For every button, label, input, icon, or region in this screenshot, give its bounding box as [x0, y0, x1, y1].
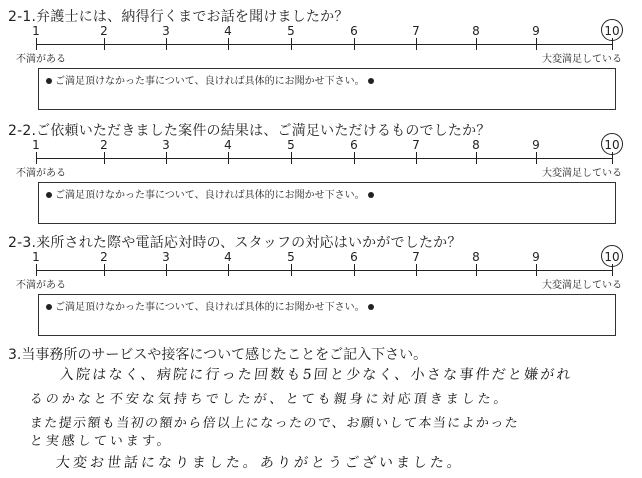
handwritten-line-4: と実感しています。: [29, 434, 174, 449]
scale-number: 7: [412, 24, 420, 38]
scale-line: [36, 44, 612, 45]
scale-tick: [291, 264, 292, 276]
scale-number: 1: [32, 138, 40, 152]
scale-number: 8: [472, 250, 480, 264]
scale-tick: [476, 152, 477, 164]
scale-number: 5: [287, 250, 295, 264]
scale-tick: [166, 264, 167, 276]
scale-tick: [291, 152, 292, 164]
scale-number: 7: [412, 250, 420, 264]
scale-number: 6: [350, 24, 358, 38]
question-2-1-title: 2-1.弁護士には、納得行くまでお話を聞けましたか？: [8, 9, 349, 25]
scale-tick: [416, 152, 417, 164]
scale-tick: [228, 38, 229, 50]
scale-number: 8: [472, 138, 480, 152]
comment-box-2-2: [38, 182, 616, 224]
scale-number: 10: [604, 138, 620, 152]
handwritten-line-3: また提示額も当初の額から倍以上になったので、お願いして本当によかった: [29, 416, 520, 431]
scale-number: 9: [532, 250, 540, 264]
scale-tick: [228, 264, 229, 276]
scale-number: 5: [287, 138, 295, 152]
scale-number: 1: [32, 24, 40, 38]
scale-low-label: 不満がある: [16, 54, 66, 65]
scale-tick: [291, 38, 292, 50]
scale-high-label: 大変満足している: [542, 280, 622, 291]
scale-number: 10: [604, 250, 620, 264]
comment-box-2-1: [38, 68, 616, 110]
scale-tick: [416, 38, 417, 50]
scale-high-label: 大変満足している: [542, 168, 622, 179]
scale-number: 3: [162, 250, 170, 264]
handwritten-line-1: 入院はなく、病院に行った回数も5回と少なく、小さな事件だと嫌がれ: [59, 367, 574, 383]
scale-tick: [36, 38, 37, 50]
scale-number: 5: [287, 24, 295, 38]
scale-number: 8: [472, 24, 480, 38]
comment-prompt: ご満足頂けなかった事について、良ければ具体的にお聞かせ下さい。: [43, 186, 377, 201]
bullet-icon: [46, 192, 52, 198]
comment-prompt: ご満足頂けなかった事について、良ければ具体的にお聞かせ下さい。: [43, 298, 377, 313]
scale-tick: [104, 38, 105, 50]
scale-tick: [36, 264, 37, 276]
question-3-title: 3.当事務所のサービスや接客について感じたことをご記入下さい。: [8, 347, 428, 363]
handwritten-line-2: るのかなと不安な気持ちでしたが、とても親身に対応頂きました。: [29, 392, 511, 407]
scale-tick: [166, 38, 167, 50]
scale-number: 3: [162, 24, 170, 38]
scale-number: 6: [350, 250, 358, 264]
question-2-3-title: 2-3.来所された際や電話応対時の、スタッフの対応はいかがでしたか？: [8, 235, 462, 251]
scale-number: 2: [100, 138, 108, 152]
scale-low-label: 不満がある: [16, 168, 66, 179]
scale-number: 4: [224, 24, 232, 38]
scale-number: 7: [412, 138, 420, 152]
bullet-icon: [368, 192, 374, 198]
scale-number: 6: [350, 138, 358, 152]
scale-number: 3: [162, 138, 170, 152]
bullet-icon: [368, 304, 374, 310]
scale-tick: [476, 38, 477, 50]
scale-tick: [536, 38, 537, 50]
scale-number: 9: [532, 138, 540, 152]
bullet-icon: [46, 78, 52, 84]
scale-tick: [36, 152, 37, 164]
scale-number: 2: [100, 24, 108, 38]
scale-number: 2: [100, 250, 108, 264]
handwritten-line-5: 大変お世話になりました。ありがとうございました。: [55, 455, 465, 471]
scale-tick: [536, 152, 537, 164]
comment-box-2-3: [38, 294, 616, 336]
scale-tick: [476, 264, 477, 276]
scale-line: [36, 270, 612, 271]
scale-high-label: 大変満足している: [542, 54, 622, 65]
selected-rating-circle: [601, 19, 623, 41]
scale-number: 4: [224, 250, 232, 264]
scale-tick: [354, 38, 355, 50]
rating-scale-2-1: [16, 24, 622, 65]
rating-scale-2-2: [16, 138, 622, 179]
scale-tick: [104, 264, 105, 276]
rating-scale-2-3: [16, 250, 622, 291]
scale-line: [36, 158, 612, 159]
scale-tick: [416, 264, 417, 276]
scale-tick: [354, 264, 355, 276]
bullet-icon: [368, 78, 374, 84]
scale-tick: [536, 264, 537, 276]
bullet-icon: [46, 304, 52, 310]
scale-tick: [354, 152, 355, 164]
scale-number: 9: [532, 24, 540, 38]
scale-tick: [166, 152, 167, 164]
selected-rating-circle: [601, 133, 623, 155]
scale-low-label: 不満がある: [16, 280, 66, 291]
scale-tick: [104, 152, 105, 164]
comment-prompt: ご満足頂けなかった事について、良ければ具体的にお聞かせ下さい。: [43, 72, 377, 87]
scale-number: 1: [32, 250, 40, 264]
scale-number: 10: [604, 24, 620, 38]
question-2-2-title: 2-2.ご依頼いただきました案件の結果は、ご満足いただけるものでしたか？: [8, 123, 491, 139]
scale-number: 4: [224, 138, 232, 152]
scale-tick: [228, 152, 229, 164]
selected-rating-circle: [601, 245, 623, 267]
